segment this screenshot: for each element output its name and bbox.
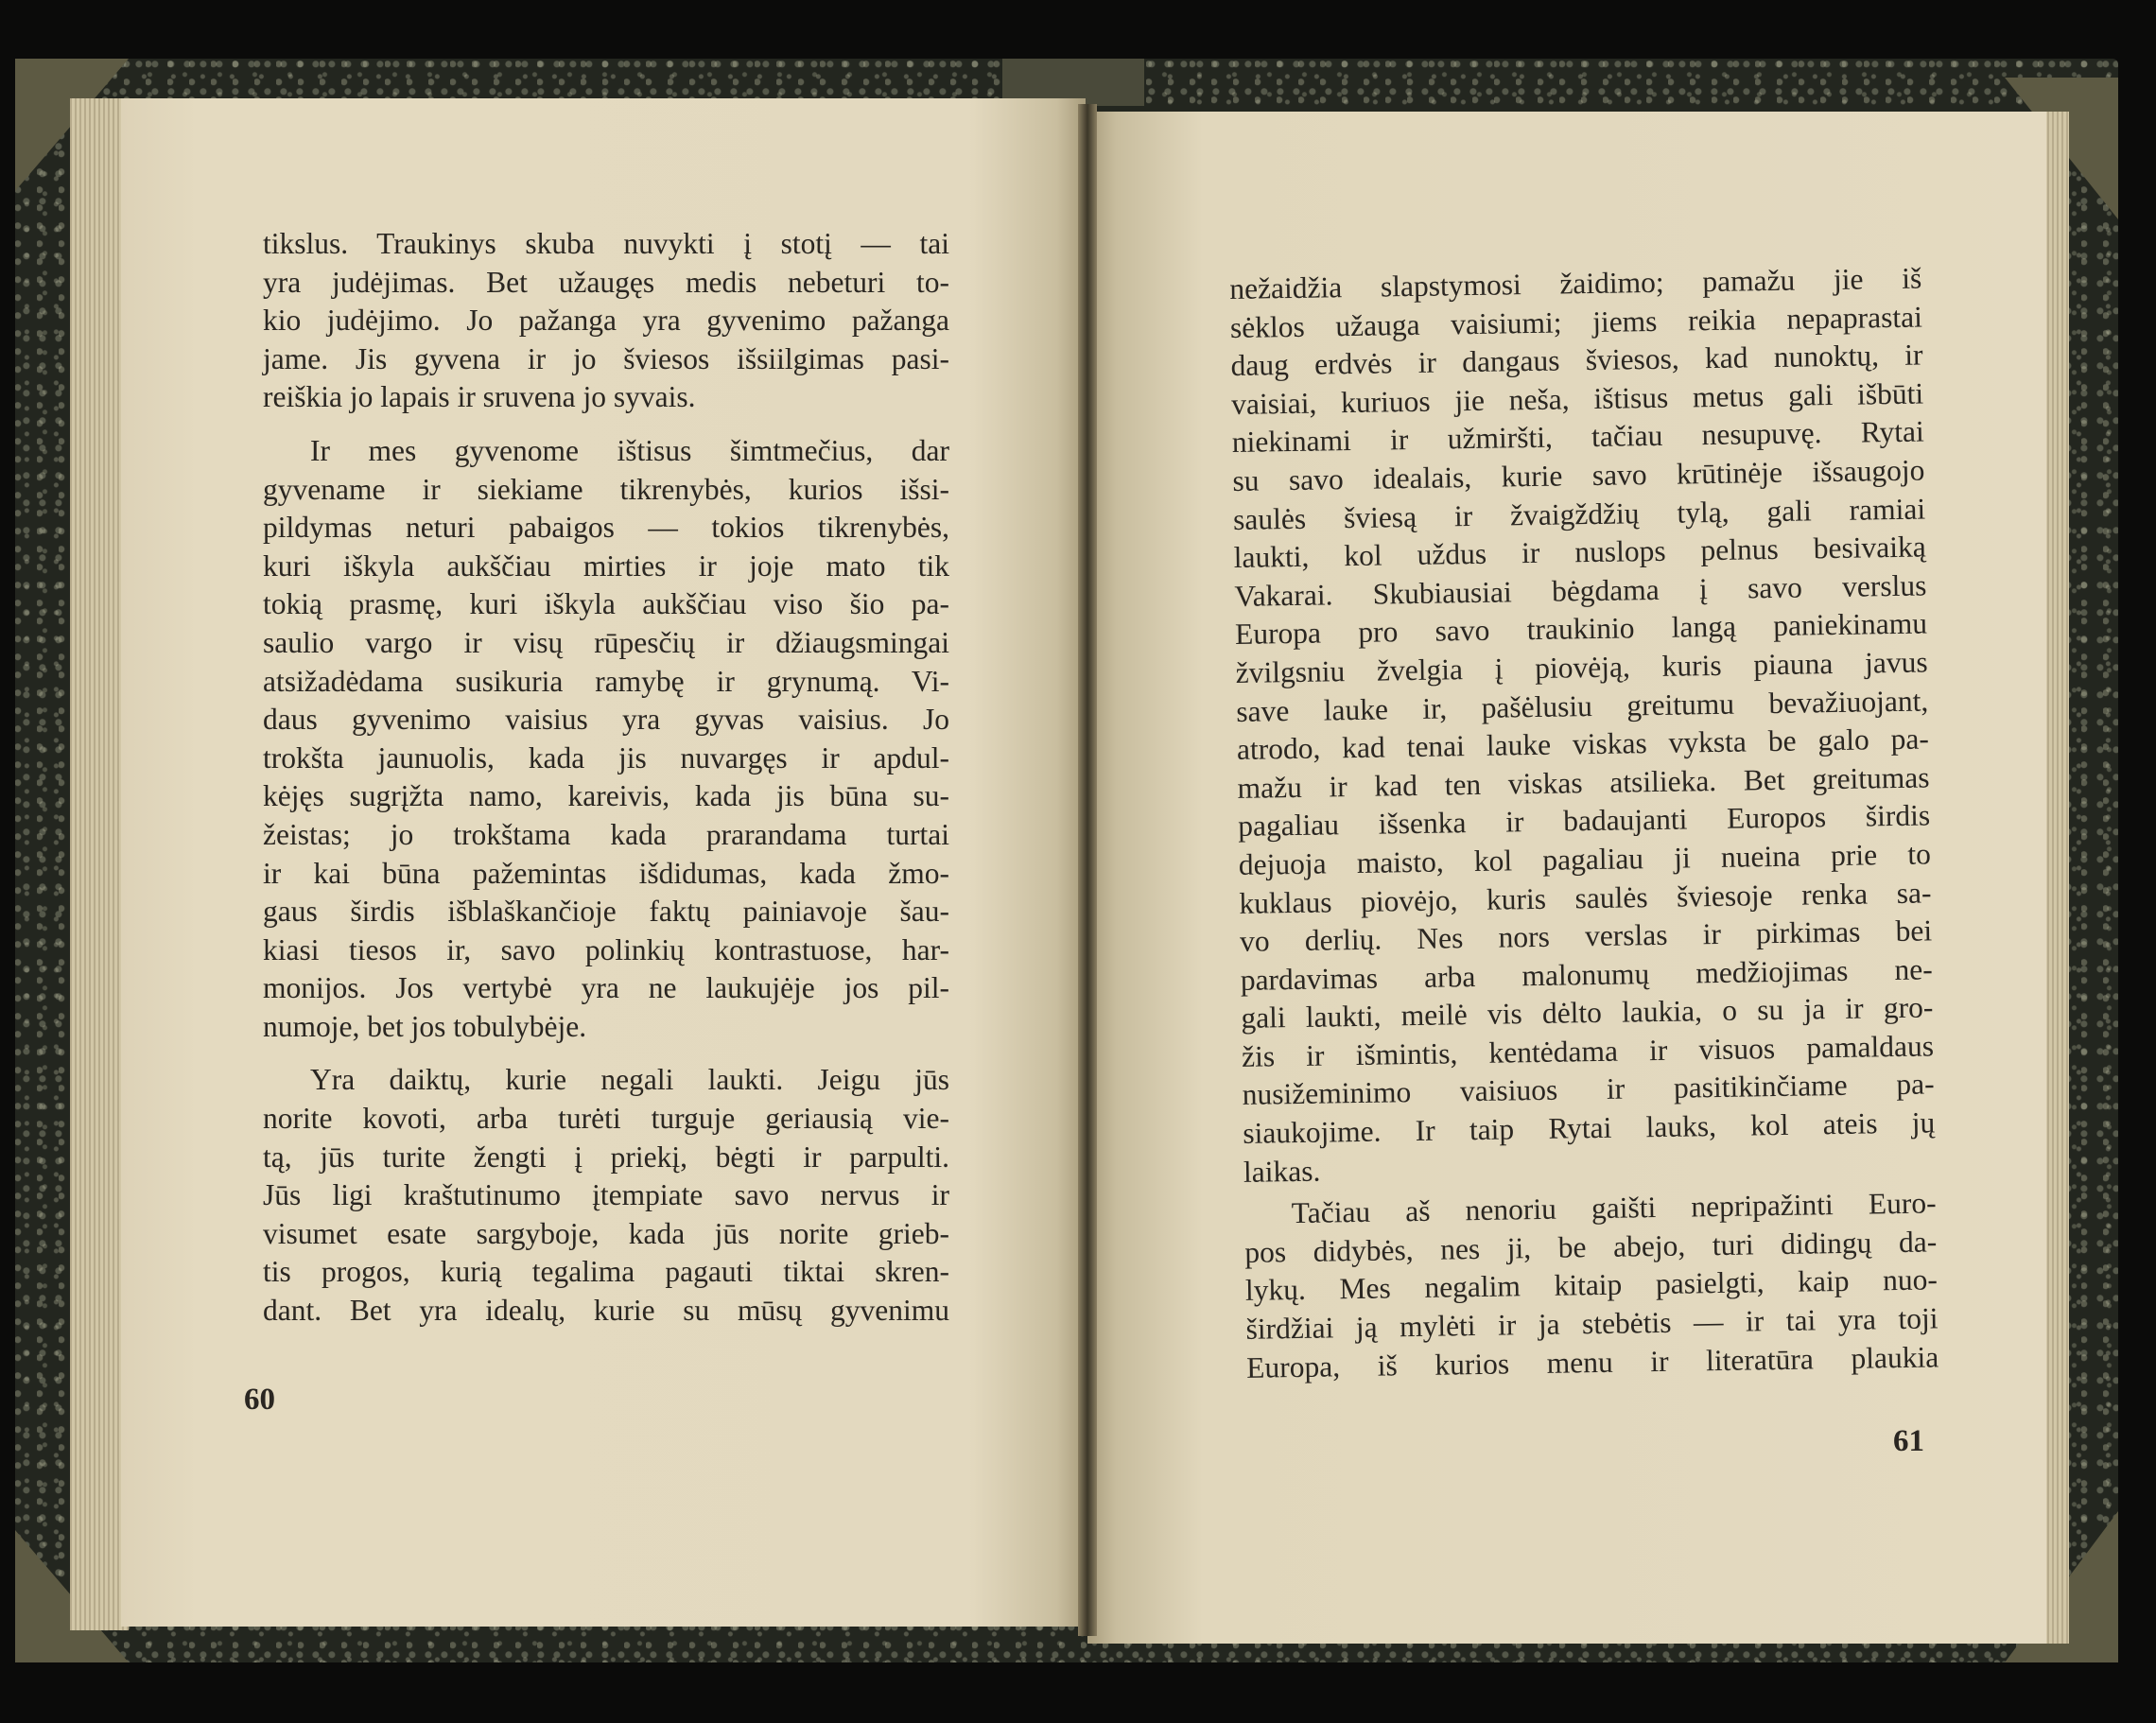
text-line: niekinami ir užmiršti, tačiau nesupuvę. Rytai bbox=[1231, 414, 1925, 460]
page-number: 60 bbox=[244, 1383, 275, 1417]
text-line: Ir mes gyvenome ištisus šimtmečius, dar bbox=[310, 433, 949, 467]
text-line: kio judėjimo. Jo pažanga yra gyvenimo pažanga bbox=[263, 304, 949, 338]
text-line: siaukojime. Ir taip Rytai lauks, kol ateis jų bbox=[1243, 1105, 1936, 1150]
text-line: kėjęs sugrįžta namo, kareivis, kada jis būna su- bbox=[263, 779, 949, 813]
text-line: gali laukti, meilė vis dėlto laukia, o su ja ir gro- bbox=[1241, 990, 1934, 1036]
text-line: pos didybės, nes ji, be abejo, turi didingų da- bbox=[1244, 1225, 1938, 1269]
text-line: monijos. Jos vertybė yra ne laukujėje jos pil- bbox=[263, 971, 949, 1005]
text-line: laukti, kol uždus ir nuslops pelnus besivaiką bbox=[1233, 530, 1926, 575]
text-line: su savo idealais, kurie savo krūtinėje išsaugojo bbox=[1232, 453, 1925, 497]
text-line: dant. Bet yra idealų, kurie su mūsų gyvenimu bbox=[263, 1294, 949, 1328]
text-line: Europa pro savo traukinio langą paniekinamu bbox=[1234, 606, 1928, 652]
text-line: daug erdvės ir dangaus šviesos, kad nunoktų, ir bbox=[1230, 338, 1923, 383]
text-line: nusižeminimo vaisiuos ir pasitikinčiame pa- bbox=[1242, 1067, 1935, 1112]
text-line: reiškia jo lapais ir sruvena jo syvais. bbox=[263, 380, 696, 414]
text-line: žeistas; jo trokštama kada prarandama turtai bbox=[263, 817, 949, 851]
text-line: norite kovoti, arba turėti turguje geriausią vie- bbox=[263, 1102, 949, 1136]
text-line: pardavimas arba malonumų medžiojimas ne- bbox=[1240, 952, 1933, 997]
text-line: lykų. Mes negalim kitaip pasielgti, kaip nuo- bbox=[1244, 1262, 1939, 1308]
text-line: nežaidžia slapstymosi žaidimo; pamažu jie iš bbox=[1229, 261, 1922, 305]
text-line: save lauke ir, pašėlusiu greitumu bevažiuojant, bbox=[1236, 683, 1929, 728]
text-line: trokšta jaunuolis, kada jis nuvargęs ir apdul- bbox=[263, 740, 949, 774]
page-edges-left bbox=[70, 98, 129, 1630]
text-line: gaus širdis išblaškančioje faktų painiavoje šau- bbox=[263, 895, 949, 929]
text-line: kuklaus piovėjo, kuris saulės šviesoje renka sa- bbox=[1239, 875, 1932, 920]
text-line: tokią prasmę, kuri iškyla aukščiau viso šio pa- bbox=[263, 587, 949, 621]
text-line: tis progos, kurią tegalima pagauti tiktai skren- bbox=[263, 1255, 949, 1289]
text-line: Tačiau aš nenoriu gaišti nepripažinti Euro- bbox=[1291, 1186, 1937, 1230]
text-line: tą, jūs turite žengti į priekį, bėgti ir parpulti. bbox=[263, 1140, 949, 1174]
text-line: pagaliau išsenka ir badaujanti Europos širdis bbox=[1237, 798, 1931, 844]
text-line: atrodo, kad tenai lauke viskas vyksta be galo pa- bbox=[1236, 722, 1930, 767]
text-line: laikas. bbox=[1243, 1154, 1321, 1189]
text-line: jame. Jis gyvena ir jo šviesos išsiilgimas pasi- bbox=[263, 341, 949, 375]
text-line: dejuoja maisto, kol pagaliau ji nueina prie to bbox=[1238, 837, 1932, 881]
text-line: žis ir išmintis, kentėdama ir visuos pamaldaus bbox=[1241, 1029, 1935, 1073]
text-line: Europa, iš kurios menu ir literatūra plaukia bbox=[1245, 1339, 1939, 1384]
text-line: yra judėjimas. Bet užaugęs medis nebeturi to- bbox=[263, 265, 949, 299]
text-line: mažu ir kad ten viskas atsilieka. Bet greitumas bbox=[1237, 760, 1930, 805]
text-line: kuri iškyla aukščiau mirties ir joje mato tik bbox=[263, 548, 949, 583]
book-gutter bbox=[1078, 104, 1097, 1636]
text-line: Vakarai. Skubiausiai bėgdama į savo verslus bbox=[1234, 568, 1927, 613]
page-number: 61 bbox=[1893, 1424, 1924, 1458]
text-line: saulio vargo ir visų rūpesčių ir džiaugsmingai bbox=[263, 625, 949, 659]
text-line: gyvename ir siekiame tikrenybės, kurios išsi- bbox=[263, 472, 949, 506]
text-line: numoje, bet jos tobulybėje. bbox=[263, 1009, 587, 1043]
text-line: širdžiai ją mylėti ir ja stebėtis — ir tai yra toji bbox=[1245, 1301, 1939, 1346]
text-line: ir kai būna pažemintas išdidumas, kada žmo- bbox=[263, 856, 949, 890]
left-page-text bbox=[263, 225, 949, 1331]
text-line: sėklos užauga vaisiumi; jiems reikia nepaprastai bbox=[1229, 300, 1923, 344]
text-line: vaisiai, kuriuos jie neša, ištisus metus gali išbūti bbox=[1230, 376, 1924, 421]
text-line: kiasi tiesos ir, savo polinkių kontrastuose, har- bbox=[263, 932, 949, 966]
text-line: vo derlių. Nes nors verslas ir pirkimas bei bbox=[1239, 914, 1933, 959]
text-line: visumet esate sargyboje, kada jūs norite grieb- bbox=[263, 1216, 949, 1250]
text-line: pildymas neturi pabaigos — tokios tikrenybės, bbox=[263, 511, 949, 545]
text-line: žvilgsniu žvelgia į piovėją, kuris piauna javus bbox=[1235, 645, 1928, 689]
text-line: atsižadėdama susikuria ramybę ir grynumą. Vi- bbox=[263, 664, 949, 698]
text-line: Yra daiktų, kurie negali laukti. Jeigu jūs bbox=[310, 1063, 949, 1097]
right-page-text bbox=[1229, 260, 1939, 1388]
text-line: Jūs ligi kraštutinumo įtempiate savo nervus ir bbox=[263, 1178, 949, 1212]
text-line: daus gyvenimo vaisius yra gyvas vaisius. Jo bbox=[263, 703, 949, 737]
text-line: tikslus. Traukinys skuba nuvykti į stotį — tai bbox=[263, 227, 949, 260]
text-line: saulės šviesą ir žvaigždžių tylą, gali ramiai bbox=[1232, 492, 1926, 536]
